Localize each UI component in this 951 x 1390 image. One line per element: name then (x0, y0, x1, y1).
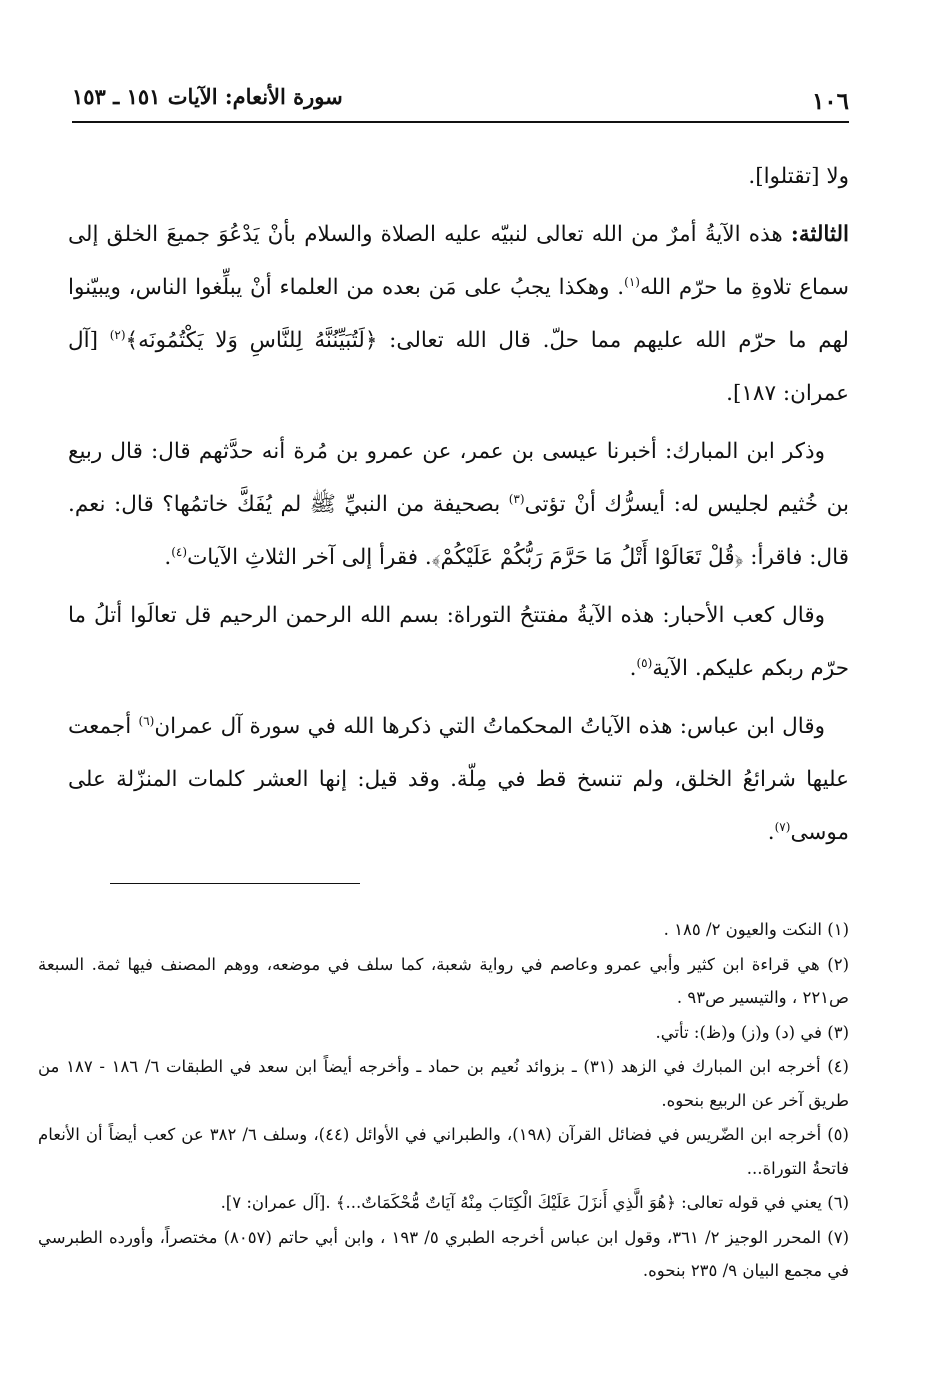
footnotes (38, 913, 849, 1289)
footnote-ref-5[interactable]: (٥) (636, 655, 653, 670)
footnote-5: (٥) أخرجه ابن الضّريس في فضائل القرآن (١٩٨)، والطبراني في الأوائل (٤٤)، وسلف ٦/ ٣٨٢ عن كعب أيضاً أن الأنعام فاتحةُ التوراة... (38, 1125, 849, 1178)
footnote-ref-3[interactable]: (٣) (508, 491, 525, 506)
paragraph-3-text-b: . (629, 656, 637, 681)
paragraph-1-text-c: [آل عمران: ١٨٧]. (68, 328, 849, 406)
paragraph-0-text: ولا [تقتلوا]. (748, 164, 849, 189)
paragraph-1-text-b: . وهكذا يجبُ على مَن بعده من العلماء أنْ يبلِّغوا الناس، ويبيّنوا لهم ما حرّم الله عليهم مما حلّ. قال الله تعالى: ﴿لَتُبَيِّنُنَّهُ لِلنَّاسِ وَلا يَكْتُمُونَه﴾ (68, 275, 849, 353)
paragraph-0 (68, 150, 849, 203)
paragraph-2-text-a: وذكر ابن المبارك: أخبرنا عيسى بن عمر، عن عمرو بن مُرة أنه حدَّثهم قال: قال ربيع بن خُثيم لجليس له: أيسرُّك أنْ تؤتى (68, 439, 849, 517)
running-title: سورة الأنعام: الآيات ١٥١ ـ ١٥٣ (72, 84, 343, 109)
footnote-ref-2[interactable]: (٢) (109, 327, 126, 342)
footnote-ref-4[interactable]: (٤) (171, 544, 188, 559)
footnote-ref-6[interactable]: (٦) (138, 713, 155, 728)
footnote-2: (٢) هي قراءة ابن كثير وأبي عمرو وعاصم في رواية شعبة، كما سلف في موضعه، ووهم المصنف فيها ثمة. السبعة ص٢٢١ ، والتيسير ص٩٣ . (38, 954, 849, 1007)
footnote-4: (٤) أخرجه ابن المبارك في الزهد (٣١) ـ بزوائد نُعيم بن حماد ـ وأخرجه أيضاً ابن سعد في الطبقات ٦/ ١٨٦ - ١٨٧ من طريق آخر عن الربيع بنحوه. (38, 1057, 849, 1110)
footnote-7: (٧) المحرر الوجيز ٢/ ٣٦١، وقول ابن عباس أخرجه الطبري ٥/ ١٩٣ ، وابن أبي حاتم (٨٠٥٧) مختصراً، وأورده الطبرسي في مجمع البيان ٩/ ٢٣٥ بنحوه. (38, 1227, 849, 1280)
paragraph-4-text-c: . (767, 820, 775, 845)
footnote-1: (١) النكت والعيون ٢/ ١٨٥ . (663, 920, 849, 939)
footnote-ref-1[interactable]: (١) (624, 274, 640, 289)
page-number: ١٠٦ (811, 88, 849, 115)
footnote-separator (110, 883, 360, 884)
paragraph-4 (68, 700, 849, 859)
paragraph-2 (68, 425, 849, 584)
main-text (68, 150, 849, 864)
paragraph-1-text-a: هذه الآيةُ أمرٌ من الله تعالى لنبيّه عليه الصلاة والسلام بأنْ يَدْعُوَ جميعَ الخلق إلى سماع تلاوةِ ما حرّم الله (68, 222, 849, 300)
paragraph-4-text-a: وقال ابن عباس: هذه الآياتُ المحكماتُ التي ذكرها الله في سورة آل عمران (154, 714, 825, 739)
paragraph-3-text-a: وقال كعب الأحبار: هذه الآيةُ مفتتحُ التوراة: بسم الله الرحمن الرحيم قل تعالَوا أتلُ ما حرّم ربكم عليكم. الآية (68, 603, 849, 681)
paragraph-1-lead: الثالثة: (790, 222, 849, 247)
paragraph-1 (68, 208, 849, 420)
footnote-3: (٣) في (د) و(ز) و(ظ): تأتي. (655, 1022, 849, 1042)
paragraph-2-text-c: . (164, 545, 172, 570)
header-rule (72, 121, 849, 123)
paragraph-4-text-b: أجمعت عليها شرائعُ الخلق، ولم تنسخ قط في مِلّة. وقد قيل: إنها العشر كلمات المنزّلة على موسى (68, 714, 849, 845)
paragraph-2-text-b: بصحيفة من النبيِّ ﷺ لم يُفَكَّ خاتمُها؟ قال: نعم. قال: فاقرأ: ﴿قُلْ تَعَالَوْا أَتْلُ مَا حَرَّمَ رَبُّكُمْ عَلَيْكُمْ﴾. فقرأ إلى آخر الثلاثِ الآيات (68, 492, 849, 570)
paragraph-3 (68, 589, 849, 695)
footnote-ref-7[interactable]: (٧) (774, 819, 791, 834)
running-header (72, 80, 849, 120)
footnote-6: (٦) يعني في قوله تعالى: ﴿هُوَ الَّذِي أَنزَلَ عَلَيْكَ الْكِتَابَ مِنْهُ آيَاتٌ مُّحْكَمَاتٌ...﴾ .[آل عمران: ٧]. (220, 1193, 849, 1212)
